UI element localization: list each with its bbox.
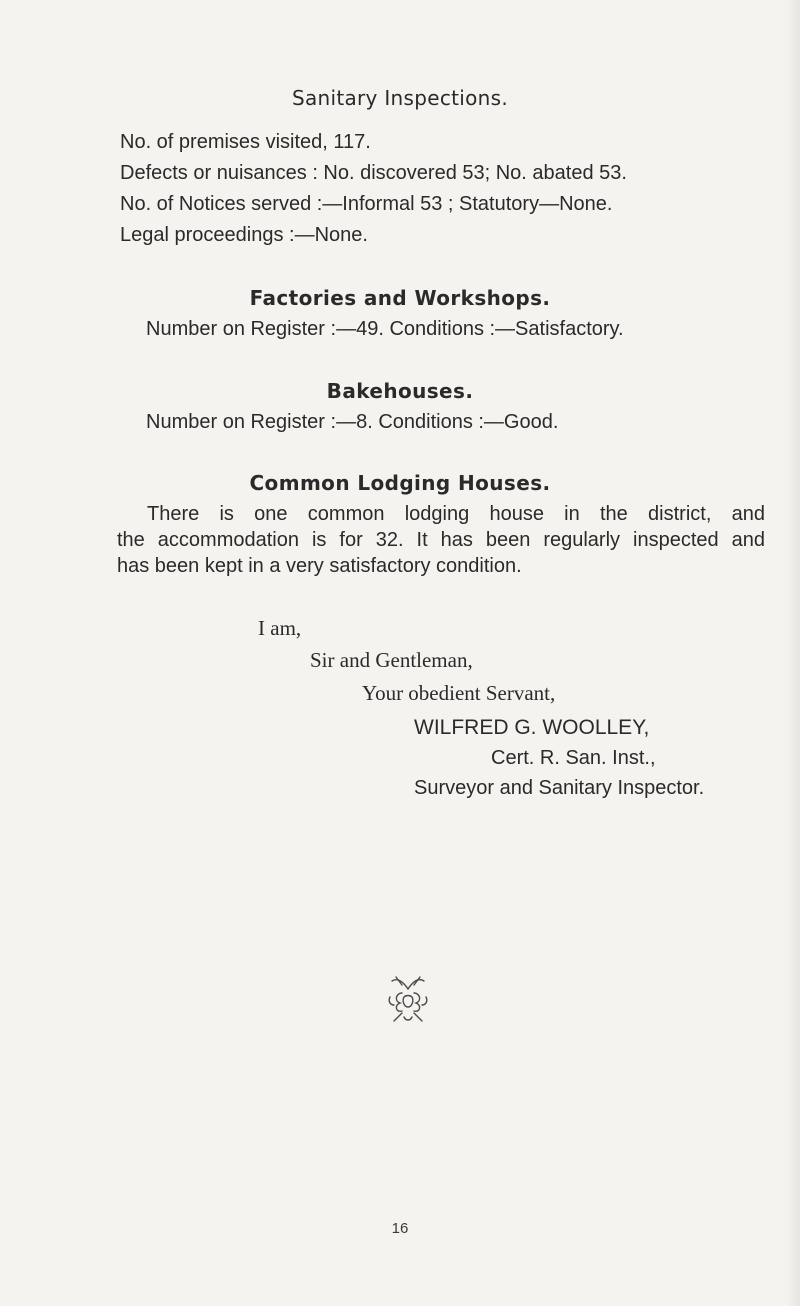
sanitary-inspections-heading: Sanitary Inspections. xyxy=(291,86,509,110)
lodging-paragraph-line-2: the accommodation is for 32. It has been regularly inspected and xyxy=(117,529,765,551)
legal-proceedings-line: Legal proceedings :—None. xyxy=(120,224,368,246)
factories-workshops-heading: Factories and Workshops. xyxy=(249,286,551,310)
bakehouses-heading: Bakehouses. xyxy=(326,379,474,403)
closing-valediction: Your obedient Servant, xyxy=(362,681,556,705)
signatory-credential: Cert. R. San. Inst., xyxy=(491,747,656,769)
page-edge-shadow xyxy=(786,0,800,1306)
closing-salutation: Sir and Gentleman, xyxy=(310,648,473,672)
factories-register-line: Number on Register :—49. Conditions :—Satisfactory. xyxy=(146,318,624,340)
bakehouses-register-line: Number on Register :—8. Conditions :—Good. xyxy=(146,411,559,433)
notices-served-line: No. of Notices served :—Informal 53 ; Statutory—None. xyxy=(120,193,613,215)
closing-greeting: I am, xyxy=(258,616,302,640)
signatory-title: Surveyor and Sanitary Inspector. xyxy=(414,777,705,799)
lodging-paragraph-line-1: There is one common lodging house in the district, and xyxy=(147,503,765,525)
common-lodging-houses-heading: Common Lodging Houses. xyxy=(249,471,551,495)
lodging-paragraph-line-3: has been kept in a very satisfactory condition. xyxy=(117,555,522,577)
defects-nuisances-line: Defects or nuisances : No. discovered 53; No. abated 53. xyxy=(120,162,627,184)
page-number: 16 xyxy=(391,1220,409,1237)
floral-ornament-icon xyxy=(384,973,432,1027)
premises-visited-line: No. of premises visited, 117. xyxy=(120,131,371,153)
signatory-name: WILFRED G. WOOLLEY, xyxy=(414,716,650,739)
